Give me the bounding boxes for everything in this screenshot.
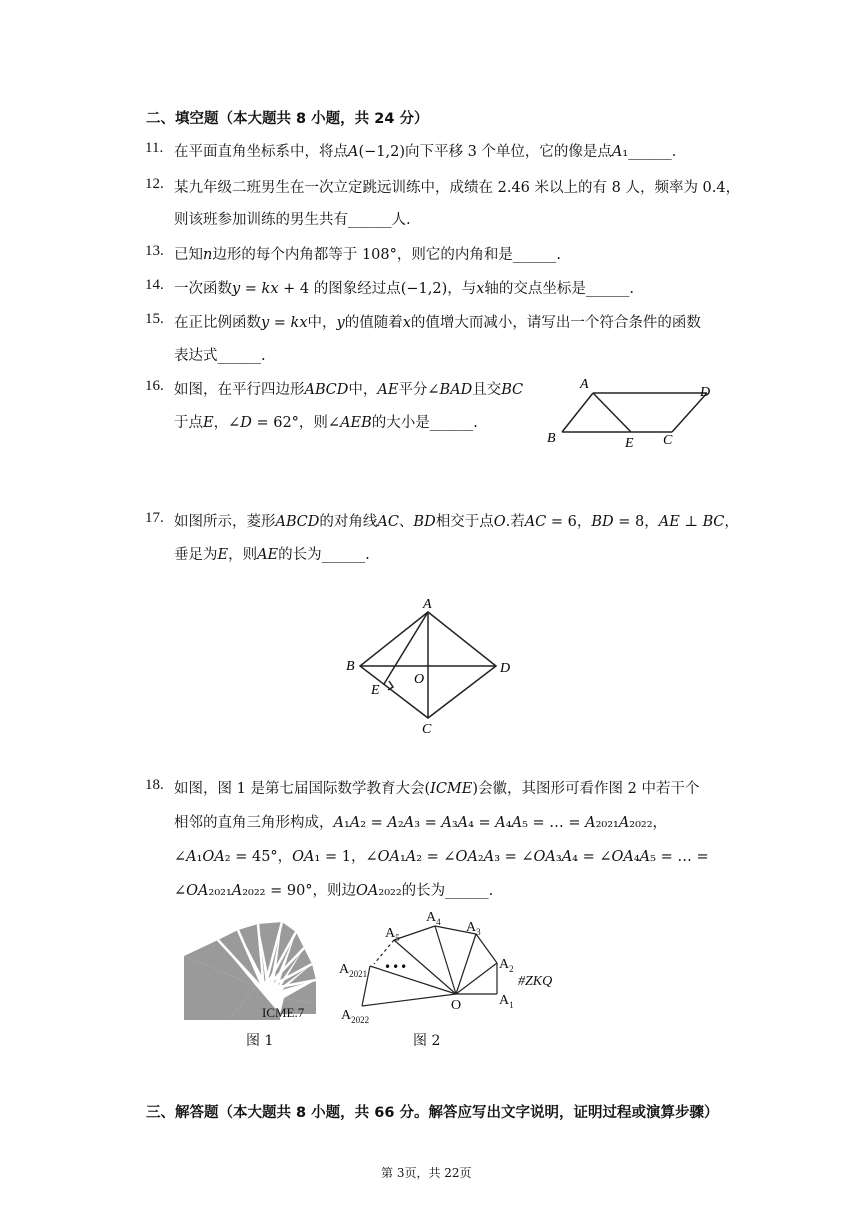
segment-oa3 (456, 934, 476, 994)
label-o: O (451, 998, 462, 1013)
question-text: 某九年级二班男生在一次立定跳远训练中，成绩在 2.46 米以上的有 8 人，频率为 0.4， (174, 180, 741, 196)
question-text: 表达式______. (174, 348, 266, 364)
label-a4: $A_4$ (426, 910, 441, 927)
question-text: 如图所示，菱形𝐴𝐵𝐶𝐷的对角线𝐴𝐶、𝐵𝐷相交于点𝑂.若𝐴𝐶 = 6，𝐵𝐷 = 8，𝐴𝐸 ⊥ 𝐵𝐶， (174, 514, 739, 530)
question-number: 15. (145, 311, 164, 327)
question-text: 一次函数𝑦 = 𝑘𝑥 + 4 的图象经过点(−1,2)，与𝑥轴的交点坐标是______. (174, 281, 635, 297)
segment-a2a3 (476, 934, 497, 963)
label-a1: $A_1$ (499, 993, 514, 1010)
side-ab (562, 393, 593, 432)
question-text: 则该班参加训练的男生共有______人. (174, 212, 411, 228)
segment-ae (593, 393, 631, 432)
label-d: D (500, 661, 511, 676)
question-text: 已知𝑛边形的每个内角都等于 108°，则它的内角和是______. (174, 247, 561, 263)
question-number: 16. (145, 378, 164, 394)
figure-caption: 图 1 (246, 1033, 274, 1049)
section-heading: 三、解答题（本大题共 8 小题，共 66 分。解答应写出文字说明，证明过程或演算步骤） (146, 1105, 719, 1121)
segment-oa4 (435, 926, 456, 994)
page-footer: 第 3页，共 22页 (381, 1166, 472, 1180)
label-e: E (625, 436, 634, 451)
label-e: E (371, 683, 380, 698)
question-number: 18. (145, 777, 164, 793)
segment-oa2 (456, 963, 497, 994)
label-o: O (414, 672, 425, 687)
question-text: 垂足为𝐸，则𝐴𝐸的长为______. (174, 547, 370, 563)
label-c: C (663, 433, 673, 448)
label-a5: $A_5$ (385, 926, 400, 943)
figure-16 (540, 376, 720, 476)
label-a3: $A_3$ (466, 920, 481, 937)
question-number: 11. (145, 140, 164, 156)
question-text: 相邻的直角三角形构成，𝐴₁𝐴₂ = 𝐴₂𝐴₃ = 𝐴₃𝐴₄ = 𝐴₄𝐴₅ = … = 𝐴₂₀₂₁𝐴₂₀₂₂， (174, 815, 668, 831)
figure-caption: 图 2 (413, 1033, 441, 1049)
question-text: 在正比例函数𝑦 = 𝑘𝑥中，𝑦的值随着𝑥的值增大而减小，请写出一个符合条件的函数 (174, 315, 701, 331)
label-b: B (547, 431, 556, 446)
segment-a4a5 (394, 926, 435, 940)
question-text: ∠𝐴₁𝑂𝐴₂ = 45°，𝑂𝐴₁ = 1，∠𝑂𝐴₁𝐴₂ = ∠𝑂𝐴₂𝐴₃ = ∠𝑂𝐴₃𝐴₄ = ∠𝑂𝐴₄𝐴₅ = … = (174, 849, 709, 865)
question-number: 17. (145, 510, 164, 526)
figure-17 (340, 595, 520, 740)
label-a2022: $A_{2022}$ (341, 1008, 370, 1025)
label-c: C (422, 722, 432, 737)
question-text: ∠𝑂𝐴₂₀₂₁𝐴₂₀₂₂ = 90°，则边𝑂𝐴₂₀₂₂的长为______. (174, 883, 494, 899)
label-a2: $A_2$ (499, 957, 514, 974)
question-number: 14. (145, 277, 164, 293)
label-b: B (346, 659, 355, 674)
section-heading: 二、填空题（本大题共 8 小题，共 24 分） (146, 111, 429, 127)
question-text: 如图，图 1 是第七届国际数学教育大会(𝐼𝐶𝑀𝐸)会徽，其图形可看作图 2 中若干个 (174, 781, 700, 797)
segment-oa2022 (362, 994, 456, 1006)
label-a: A (423, 597, 432, 612)
question-text: 在平面直角坐标系中，将点𝐴(−1,2)向下平移 3 个单位，它的像是点𝐴₁______. (174, 144, 677, 160)
question-number: 13. (145, 243, 164, 259)
watermark-tag: #ZKQ (518, 974, 553, 989)
question-text: 如图，在平行四边形𝐴𝐵𝐶𝐷中，𝐴𝐸平分∠𝐵𝐴𝐷且交𝐵𝐶 (174, 382, 524, 398)
segment-oa2021 (370, 966, 456, 994)
question-text: 于点𝐸，∠𝐷 = 62°，则∠𝐴𝐸𝐵的大小是______. (174, 415, 478, 431)
label-d: D (700, 385, 711, 400)
logo-text: ICME.7 (262, 1005, 305, 1020)
label-a: A (580, 377, 589, 392)
ellipsis-dots: ••• (384, 960, 409, 974)
label-a2021: $A_{2021}$ (339, 962, 368, 979)
question-number: 12. (145, 176, 164, 192)
